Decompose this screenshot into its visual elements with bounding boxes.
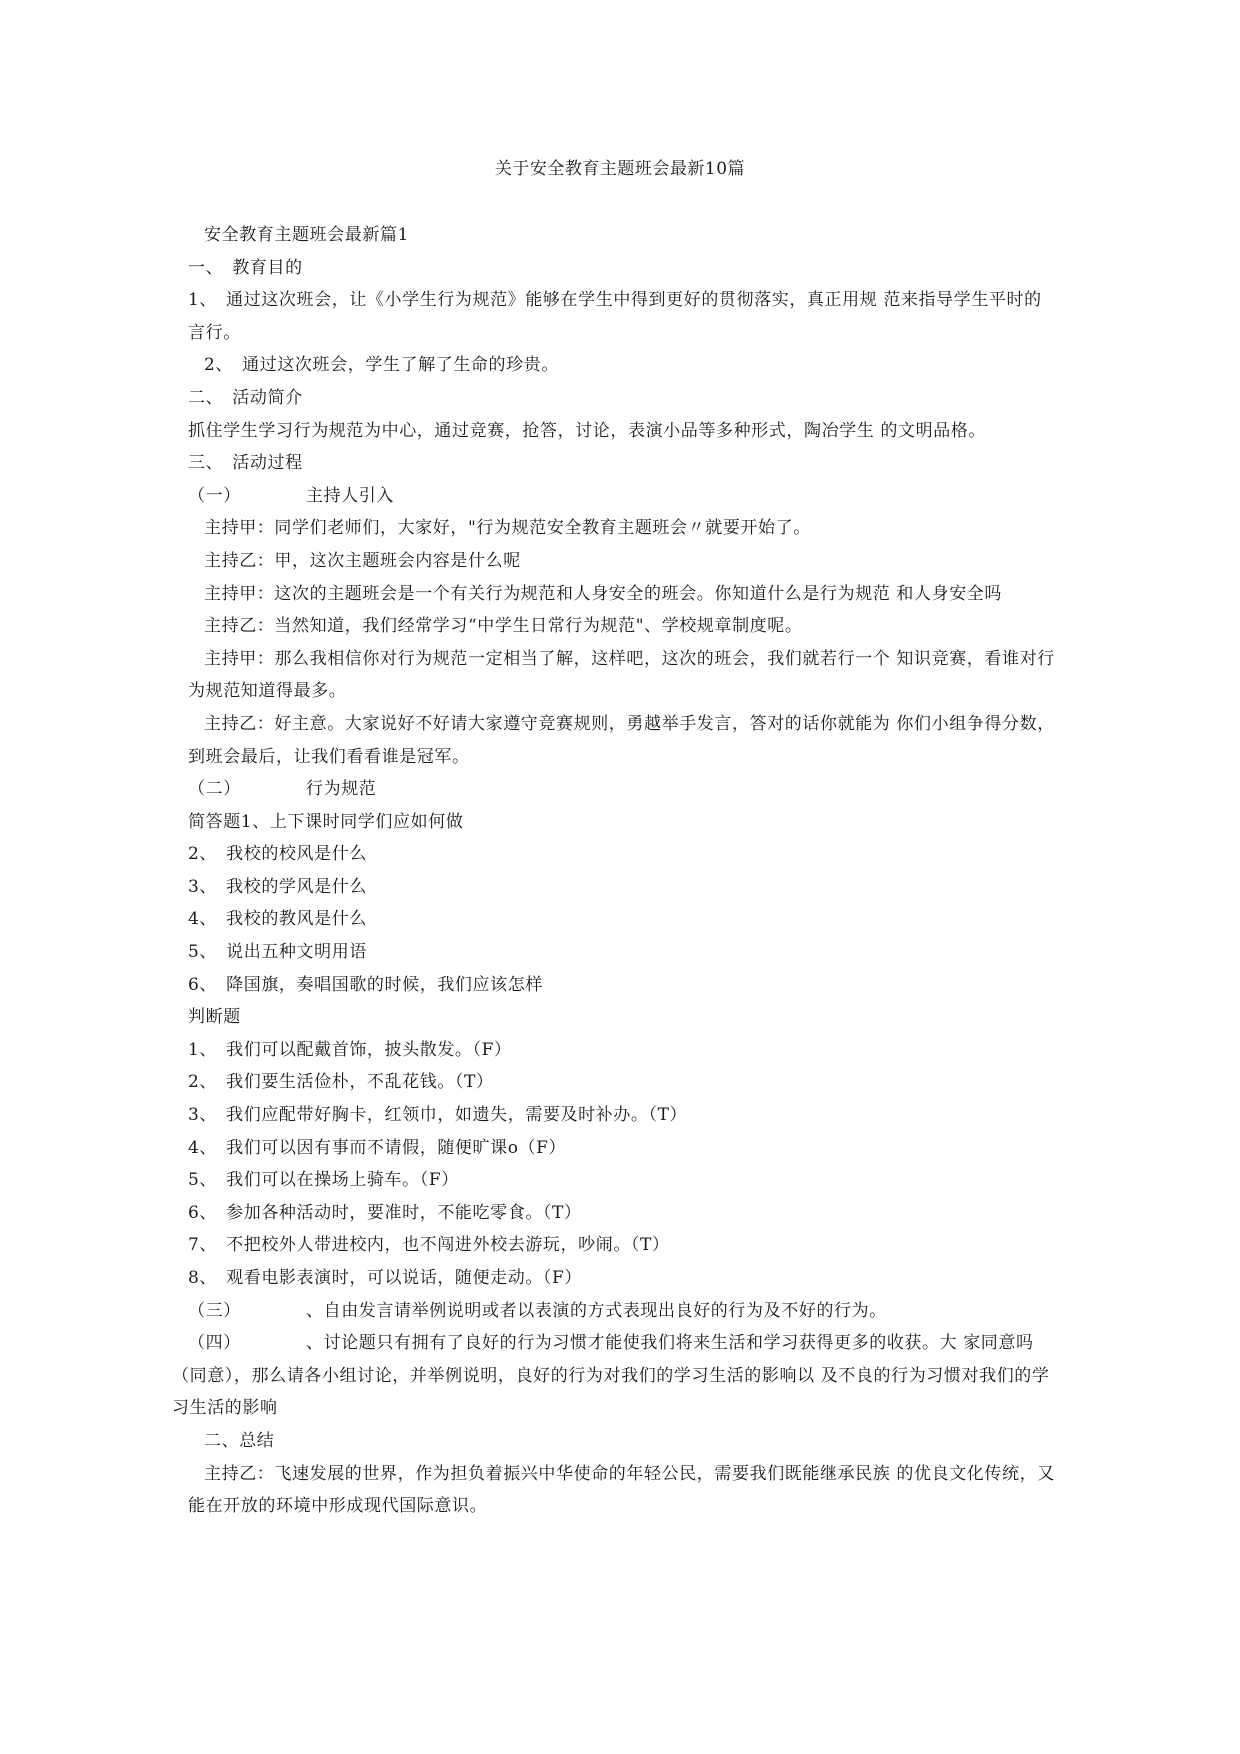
- short-answer-item: 简答题1、上下课时同学们应如何做: [188, 811, 464, 832]
- step1-number: （一）: [188, 485, 241, 506]
- step4-number: （四）: [188, 1333, 241, 1354]
- dialogue-line: 主持乙：甲，这次主题班会内容是什么呢: [204, 550, 521, 571]
- goal-item-1: 1、 通过这次班会，让《小学生行为规范》能够在学生中得到更好的贯彻落实，真正用规 范来指导学生平时的言行。: [188, 290, 1042, 343]
- short-answer-item: 3、 我校的学风是什么: [188, 876, 367, 897]
- goal-item-2: 2、 通过这次班会，学生了解了生命的珍贵。: [204, 355, 559, 376]
- step2-label: 行为规范: [306, 779, 377, 800]
- step1-heading: [188, 480, 1058, 513]
- dialogue-line: 主持甲：这次的主题班会是一个有关行为规范和人身安全的班会。你知道什么是行为规范 和人身安全吗: [204, 583, 1003, 604]
- step3-number: （三）: [188, 1300, 241, 1321]
- part2-heading: 二、 活动简介: [188, 387, 303, 408]
- step3-paragraph: [188, 1295, 1058, 1328]
- judge-item: 8、 观看电影表演时，可以说话，随便走动。（F）: [188, 1268, 583, 1288]
- judge-heading: 判断题: [188, 1007, 241, 1028]
- short-answer-item: 5、 说出五种文明用语: [188, 942, 367, 963]
- part1-heading: 一、 教育目的: [188, 257, 303, 278]
- dialogue-line: 主持乙：当然知道，我们经常学习“中学生日常行为规范"、学校规章制度呢。: [204, 616, 803, 637]
- judge-item: 4、 我们可以因有事而不请假，随便旷课o（F）: [188, 1137, 567, 1158]
- intro-paragraph: 抓住学生学习行为规范为中心，通过竞赛，抢答，讨论，表演小品等多种形式，陶冶学生 的文明品格。: [188, 420, 987, 441]
- summary-paragraph: 主持乙：飞速发展的世界，作为担负着振兴中华使命的年轻公民，需要我们既能继承民族 的优良文化传统，又能在开放的环境中形成现代国际意识。: [188, 1463, 1055, 1517]
- step4-text: 、讨论题只有拥有了良好的行为习惯才能使我们将来生活和学习获得更多的收获。大 家同意吗（同意），那么请各小组讨论，并举例说明，良好的行为对我们的学习生活的影响以 及不良的行为习惯对我们的学习生活的影响: [172, 1333, 1050, 1419]
- document-body: [172, 219, 1058, 1523]
- step4-paragraph: [172, 1327, 1058, 1425]
- short-answer-item: 2、 我校的校风是什么: [188, 844, 367, 865]
- document-title: 关于安全教育主题班会最新10篇: [494, 159, 746, 179]
- section-heading: 安全教育主题班会最新篇1: [204, 225, 410, 245]
- dialogue-line: 主持甲：那么我相信你对行为规范一定相当了解，这样吧，这次的班会，我们就若行一个 知识竞赛，看谁对行为规范知道得最多。: [188, 648, 1055, 702]
- judge-item: 6、 参加各种活动时，要准时，不能吃零食。（T）: [188, 1202, 582, 1223]
- dialogue-line: 主持乙：好主意。大家说好不好请大家遵守竞赛规则，勇越举手发言，答对的话你就能为 你们小组争得分数，到班会最后，让我们看看谁是冠军。: [188, 713, 1055, 767]
- step2-heading: [188, 773, 1058, 806]
- part3-heading: 三、 活动过程: [188, 453, 303, 474]
- step2-number: （二）: [188, 779, 241, 800]
- summary-heading: 二、总结: [204, 1430, 275, 1451]
- short-answer-item: 6、 降国旗，奏唱国歌的时候，我们应该怎样: [188, 974, 543, 995]
- step1-label: 主持人引入: [306, 485, 394, 506]
- step3-text: 、自由发言请举例说明或者以表演的方式表现出良好的行为及不好的行为。: [306, 1300, 887, 1321]
- judge-item: 1、 我们可以配戴首饰，披头散发。（F）: [188, 1039, 512, 1060]
- judge-item: 7、 不把校外人带进校内，也不闯进外校去游玩，吵闹。（T）: [188, 1235, 670, 1256]
- judge-item: 2、 我们要生活俭朴，不乱花钱。（T）: [188, 1072, 494, 1093]
- short-answer-item: 4、 我校的教风是什么: [188, 909, 367, 930]
- judge-item: 5、 我们可以在操场上骑车。（F）: [188, 1170, 459, 1191]
- judge-item: 3、 我们应配带好胸卡，红领巾，如遗失，需要及时补办。（T）: [188, 1105, 688, 1126]
- dialogue-line: 主持甲：同学们老师们，大家好，"行为规范安全教育主题班会〃就要开始了。: [204, 518, 811, 539]
